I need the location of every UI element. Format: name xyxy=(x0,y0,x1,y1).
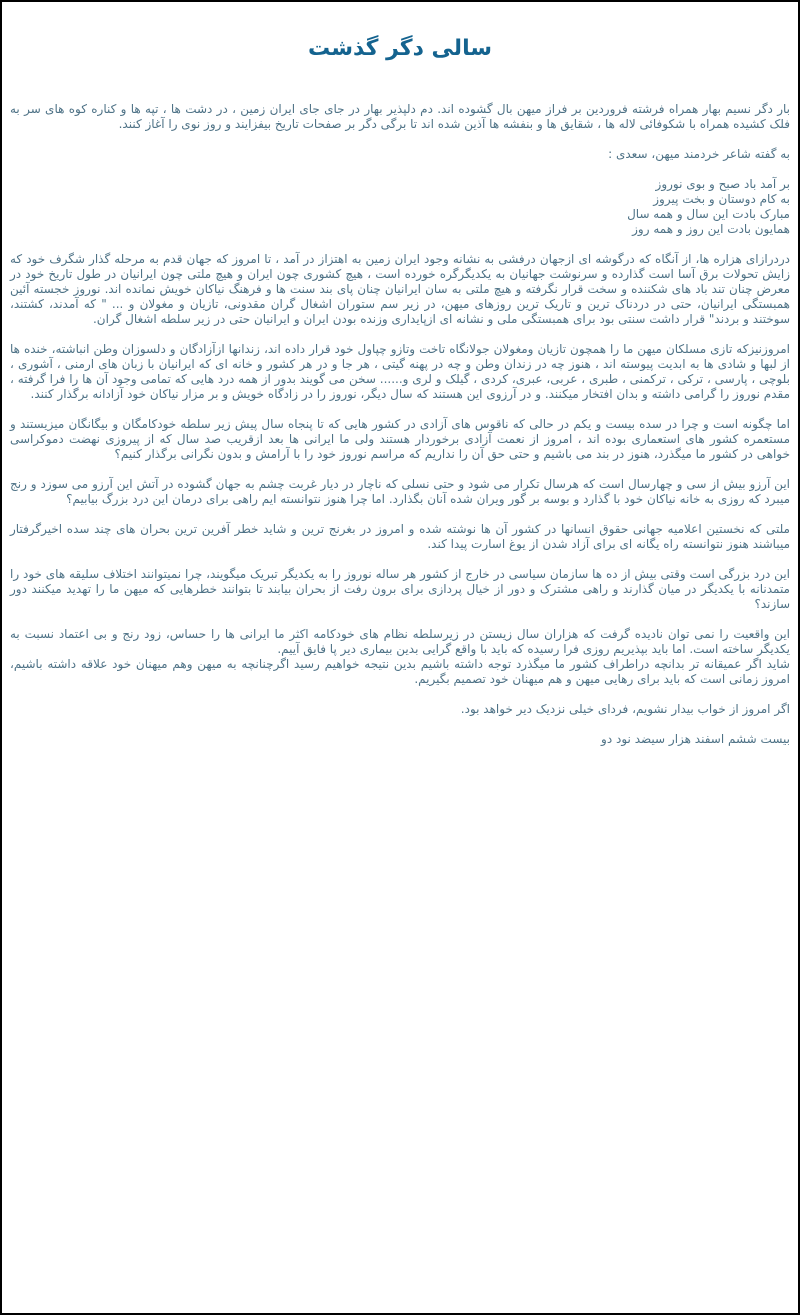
page-title: سالی دگر گذشت xyxy=(308,36,492,61)
body-paragraph-reality: این واقعیت را نمی توان نادیده گرفت که هزاران سال زیستن در زیرسلطه نظام های خودکامه اکثر ما ایرانی ها را حساس، زود رنج و بی اعتماد نسبت به یکدیگر ساخته است. اما باید بپذیریم روزی فرا رسیده که باید با واقع گرایی بدین بیماری دیر پا فایق آییم. xyxy=(10,627,790,656)
poem-block xyxy=(10,177,790,237)
body-paragraph-today: امروزنیزکه تازی مسلکان میهن ما را همچون تازیان ومغولان جولانگاه تاخت وتازو چپاول خود قرار داده اند، زندانها ازآزادگان و دلسوزان وطن انباشته، خنده ها از لبها و شادی ها به ابدیت پیوسته اند ، هنوز چه در زندان وطن و چه در پهنه گیتی ، هر جا و در هر کشور و خانه ای که ایرانیان با زبان های ارمنی ، آشوری ، بلوچی ، پارسی ، ترکی ، ترکمنی ، طبری ، عربی، عبری، کردی ، گیلک و لری و...... سخن می گویند بدور از همه درد هایی که تمامی وجود آن ها را فرا گرفته ، مقدم نوروز را گرامی داشته و بدان افتخار میکنند. و در آرزوی این هستند که سال دیگر، نوروز را در زادگاه خویش و بر مزار نیاکان خود آزادانه برگذار کنند. xyxy=(10,342,790,401)
poem-intro-line: به گفته شاعر خردمند میهن، سعدی : xyxy=(608,147,790,161)
body-paragraph-organizations: این درد بزرگی است وقتی بیش از ده ها سازمان سیاسی در خارج از کشور هر ساله نوروز را به یکدیگر تبریک میگویند، چرا نمیتوانند اختلاف سلیقه های خود را متمدنانه با یکدیگر در میان گذارند و راهی مشترک و دور از خیال پردازی برای برون رفت از بحران بیابند تا بتوانند خطرهایی که میهن ما را تهدید میکنند دور سازند؟ xyxy=(10,567,790,611)
body-paragraph-history: دردرازای هزاره ها، از آنگاه که درگوشه ای ازجهان درفشی به نشانه وجود ایران زمین به اهتزاز در آمد ، تا امروز که جهان قدم به مرحله گذار شگرف خود که زایش تحولات برق آسا است گذارده و سرنوشت جهانیان به یکدیگرگره خورده است ، هیچ کشوری چون ایران و هیچ ملتی چون ایرانیان در طول تاریخ خود در معرض چنان تند باد های شکننده و سخت قرار نگرفته و هیچ ملتی به سان ایرانیان چنان پای بند سنت ها و فرهنگ نیاکان خویش نمانده اند. نوروز خجسته آئین همبستگی ایرانیان، حتی در دردناک ترین و تاریک ترین روزهای میهن، در زیر سم ستوران اشغال گران مقدونی، تازیان و مغولان و ... " که آمدند، کشتند، سوختند و بردند" قرار داشت سنتی بود برای همبستگی ملی و نشانه ای ازپایداری وزنده بودن ایران و ایرانیان حتی در زیر سلطه اشغال گران. xyxy=(10,252,790,326)
intro-paragraph: بار دگر نسیم بهار همراه فرشته فروردین بر فراز میهن بال گشوده اند. دم دلپذیر بهار در جای جای ایران زمین ، در دشت ها ، تپه ها و کناره کوه های سر به فلک کشیده همراه با شکوفائی لاله ها ، شقایق ها و بنفشه ها آذین شده اند تا برگی دگر بر صفحات تاریخ بیفزایند و روز نوی را آغاز کنند. xyxy=(10,102,790,131)
poem-line: به کام دوستان و بخت پیروز xyxy=(653,192,790,206)
poem-line: بر آمد باد صبح و بوی نوروز xyxy=(655,177,790,191)
poem-line: مبارک بادت این سال و همه سال xyxy=(627,207,790,221)
body-paragraph-wish: این آرزو بیش از سی و چهارسال است که هرسال تکرار می شود و حتی نسلی که ناچار در دیار غربت چشم به جهان گشوده در آتش این آرزو می سوزد و رنج میبرد که روزی به خانه نیاکان خود با گذارد و بوسه بر گور ویران شده آنان بگذارد. اما چرا هنوز نتوانسته ایم راهی برای درمان این درد بزرگ بیابیم؟ xyxy=(10,477,790,506)
document-content xyxy=(2,36,798,747)
date-line: بیست ششم اسفند هزار سیضد نود دو xyxy=(601,732,790,746)
body-paragraph-nation: ملتی که نخستین اعلامیه جهانی حقوق انسانها در کشور آن ها نوشته شده و امروز در بغرنج ترین و شاید خطر آفرین ترین بحران های چند سده اخیرگرفتار میباشند هنوز نتوانسته راه یگانه ای برای آزاد شدن از یوغ اسارت پیدا کند. xyxy=(10,522,790,551)
body-paragraph-decision: شاید اگر عمیقانه تر بدانچه دراطراف کشور ما میگذرد توجه داشته باشیم بدین نتیجه خواهیم رسید اگرچنانچه به میهن وهم میهنان خود علاقه داشته باشیم، امروز زمانی است که باید برای رهایی میهن و هم میهنان خود تصمیم بگیریم. xyxy=(10,657,790,686)
poem-line: همایون بادت این روز و همه روز xyxy=(632,222,790,236)
body-paragraph-why: اما چگونه است و چرا در سده بیست و یکم در حالی که ناقوس های آزادی در کشور هایی که تا پنجاه سال پیش زیر سلطه خودکامگان و بیگانگان میزیستند و مستعمره کشور های استعماری بوده اند ، امروز از نعمت آزادی برخوردار هستند ولی ما ایرانی ها بعد ازقریب صد سال که از پیروزی نهضت دموکراسی خواهی در کشور ما میگذرد، هنوز در بند می باشیم و حتی حق آن را نداریم که مراسم نوروز خود را با آرامش و بدون نگرانی برگذار کنیم؟ xyxy=(10,417,790,461)
closing-line: اگر امروز از خواب بیدار نشویم، فردای خیلی نزدیک دیر خواهد بود. xyxy=(460,702,790,716)
